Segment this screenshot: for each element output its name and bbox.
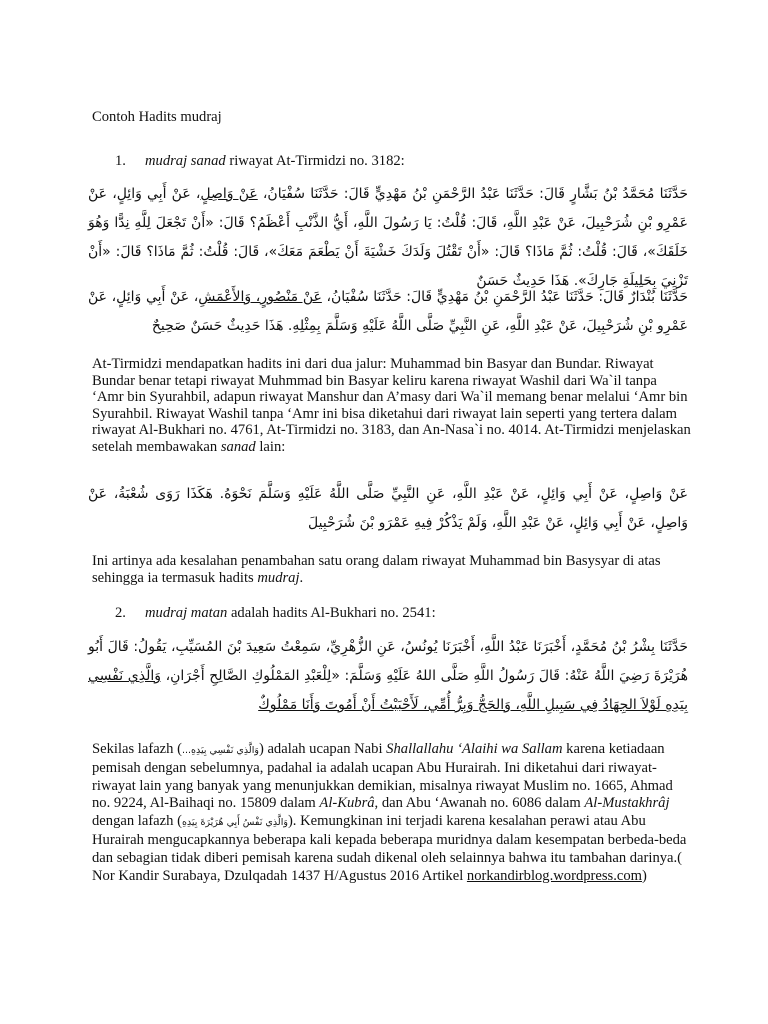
paragraph-text: , dan Abu ‘Awanah no. 6086 dalam [374, 795, 585, 812]
paragraph-text: karena ketiadaan pemisah dengan sebelumnya, padahal ia adalah ucapan Abu Hurairah. Ini diketahui dari riwayat-riwayat lain yang banyak yang menunjukkan demikian, misalnya riwayat Muslim no. 1665, Ahmad no. 9224, Al-Baihaqi no. 15809 dalam [92, 741, 673, 812]
paragraph-text: dengan lafazh ( [92, 813, 182, 830]
inline-arabic: وَالَّذِي نَفْسُ أَبِي هُرَيْرَةَ بِيَدِهِ [181, 817, 288, 829]
paragraph-explanation-3 [92, 741, 692, 885]
paragraph-text: lain: [255, 438, 286, 455]
list-term: mudraj sanad [145, 153, 226, 169]
list-text: adalah hadits Al-Bukhari no. 2541: [227, 605, 436, 621]
paragraph-text: . [299, 569, 304, 586]
list-term: mudraj matan [145, 605, 228, 621]
source-link[interactable]: norkandirblog.wordpress.com [466, 867, 643, 884]
paragraph-explanation-1 [92, 356, 692, 455]
arabic-hadith-1 [88, 180, 688, 296]
paragraph-explanation-2 [92, 553, 692, 586]
italic-term: sanad [220, 438, 256, 455]
italic-term: Al-Kubrâ [319, 795, 375, 812]
paragraph-text: Ini artinya ada kesalahan penambahan satu orang dalam riwayat Muhammad bin Basysyar di atas sehingga ia termasuk hadits [92, 553, 661, 586]
arabic-hadith-4 [88, 633, 688, 720]
arabic-text: ، عَنْ أَبِي وَائِلٍ، عَنْ عَمْرِو بْنِ شُرَحْبِيلَ، عَنْ عَبْدِ اللَّهِ، عَنِ النَّبِيِّ صَلَّى اللَّهُ عَلَيْهِ وَسَلَّمَ بِمِثْلِهِ. هَذَا حَدِيثٌ حَسَنٌ صَحِيحٌ [88, 289, 688, 334]
arabic-text: ، عَنْ أَبِي وَائِلٍ، عَنْ عَمْرِو بْنِ شُرَحْبِيلَ، عَنْ عَبْدِ اللَّهِ، قَالَ: قُلْتُ: يَا رَسُولَ اللَّهِ، أَيُّ الذَّنْبِ أَعْظَمُ؟ قَالَ: «أَنْ تَجْعَلَ لِلَّهِ نِدًّا وَهُوَ خَلَقَكَ»، قَالَ: قُلْتُ: ثُمَّ مَاذَا؟ قَالَ: «أَنْ تَقْتُلَ وَلَدَكَ خَشْيَةَ أَنْ يَطْعَمَ مَعَكَ»، قَالَ: قُلْتُ: ثُمَّ مَاذَا؟ قَالَ: «أَنْ تَزْنِيَ بِحَلِيلَةِ جَارِكَ». هَذَا حَدِيثٌ حَسَنٌ [88, 186, 688, 289]
list-text: riwayat At-Tirmidzi no. 3182: [225, 153, 405, 169]
list-number: 2. [115, 605, 126, 621]
italic-term: Al-Mustakhrâj [584, 795, 670, 812]
italic-term: mudraj [257, 569, 300, 586]
arabic-hadith-3: عَنْ وَاصِلٍ، عَنْ أَبِي وَائِلٍ، عَنْ عَبْدِ اللَّهِ، عَنِ النَّبِيِّ صَلَّى اللَّهُ عَلَيْهِ وَسَلَّمَ نَحْوَهُ. هَكَذَا رَوَى شُعْبَةُ، عَنْ وَاصِلٍ، عَنْ أَبِي وَائِلٍ، عَنْ عَبْدِ اللَّهِ، وَلَمْ يَذْكُرْ فِيهِ عَمْرَو بْنَ شُرَحْبِيلَ [88, 486, 688, 531]
arabic-underlined: وَالَّذِي نَفْسِي بِيَدِهِ لَوْلاَ الجِهَادُ فِي سَبِيلِ اللَّهِ، وَالحَجُّ وَبِرُّ أُمِّي، لَأَحْبَبْتُ أَنْ أَمُوتَ وَأَنَا مَمْلُوكٌ [88, 668, 688, 713]
arabic-underlined: عَنْ مَنْصُورٍ، وَالأَعْمَشِ [198, 289, 322, 305]
arabic-text: حَدَّثَنَا بُنْدَارٌ قَالَ: حَدَّثَنَا عَبْدُ الرَّحْمَنِ بْنُ مَهْدِيٍّ قَالَ: حَدَّثَنَا سُفْيَانُ، [321, 289, 689, 305]
italic-term: Shallallahu ‘Alaihi wa Sallam [386, 741, 563, 757]
list-item-2 [115, 605, 436, 622]
paragraph-text: Sekilas lafazh ( [92, 741, 182, 757]
inline-arabic: وَالَّذِي نَفْسِي بِيَدِهِ... [181, 745, 259, 756]
paragraph-text: ). Kemungkinan ini terjadi karena kesalahan perawi atau Abu Hurairah mengucapkannya beberapa kali kepada beberapa muridnya dalam kesempatan berbeda-beda dan sebagian tidak diberi pemisah karena sudah dikenal oleh selainnya bahwa itu tambahan darinya.( Nor Kandir Surabaya, Dzulqadah 1437 H/Agustus 2016 Artikel [92, 813, 687, 884]
paragraph-text: ) adalah ucapan Nabi [258, 741, 387, 757]
paragraph-text: At-Tirmidzi mendapatkan hadits ini dari dua jalur: Muhammad bin Basyar dan Bundar. Riwayat Bundar benar tetapi riwayat Muhmmad bin Basyar keliru karena riwayat Washil dari Wa`il tanpa ‘Amr bin Syurahbil, adapun riwayat Manshur dan A’masy dari Wa`il memang benar melalui ‘Amr bin Syurahbil. Riwayat Washil tanpa ‘Amr ini bisa diketahui dari riwayat lain seperti yang tertera dalam riwayat Al-Bukhari no. 4761, At-Tirmidzi no. 3183, dan An-Nasa`i no. 4014. At-Tirmidzi menjelaskan setelah membawakan [92, 356, 691, 455]
list-number: 1. [115, 153, 126, 169]
arabic-text: حَدَّثَنَا مُحَمَّدُ بْنُ بَشَّارٍ قَالَ: حَدَّثَنَا عَبْدُ الرَّحْمَنِ بْنُ مَهْدِيٍّ قَالَ: حَدَّثَنَا سُفْيَانُ، [257, 186, 688, 202]
arabic-hadith-2 [88, 283, 688, 341]
arabic-text: حَدَّثَنَا بِشْرُ بْنُ مُحَمَّدٍ، أَخْبَرَنَا عَبْدُ اللَّهِ، أَخْبَرَنَا يُونُسُ، عَنِ الزُّهْرِيِّ، سَمِعْتُ سَعِيدَ بْنَ المُسَيِّبِ، يَقُولُ: قَالَ أَبُو هُرَيْرَةَ رَضِيَ اللَّهُ عَنْهُ: قَالَ رَسُولُ اللَّهِ صَلَّى اللهُ عَلَيْهِ وَسَلَّمَ: «لِلْعَبْدِ المَمْلُوكِ الصَّالِحِ أَجْرَانِ، [88, 639, 688, 684]
page-title: Contoh Hadits mudraj [92, 109, 222, 125]
list-item-1 [115, 153, 405, 170]
arabic-underlined: عَنْ وَاصِلٍ [200, 186, 258, 202]
paragraph-text: ) [642, 867, 647, 884]
